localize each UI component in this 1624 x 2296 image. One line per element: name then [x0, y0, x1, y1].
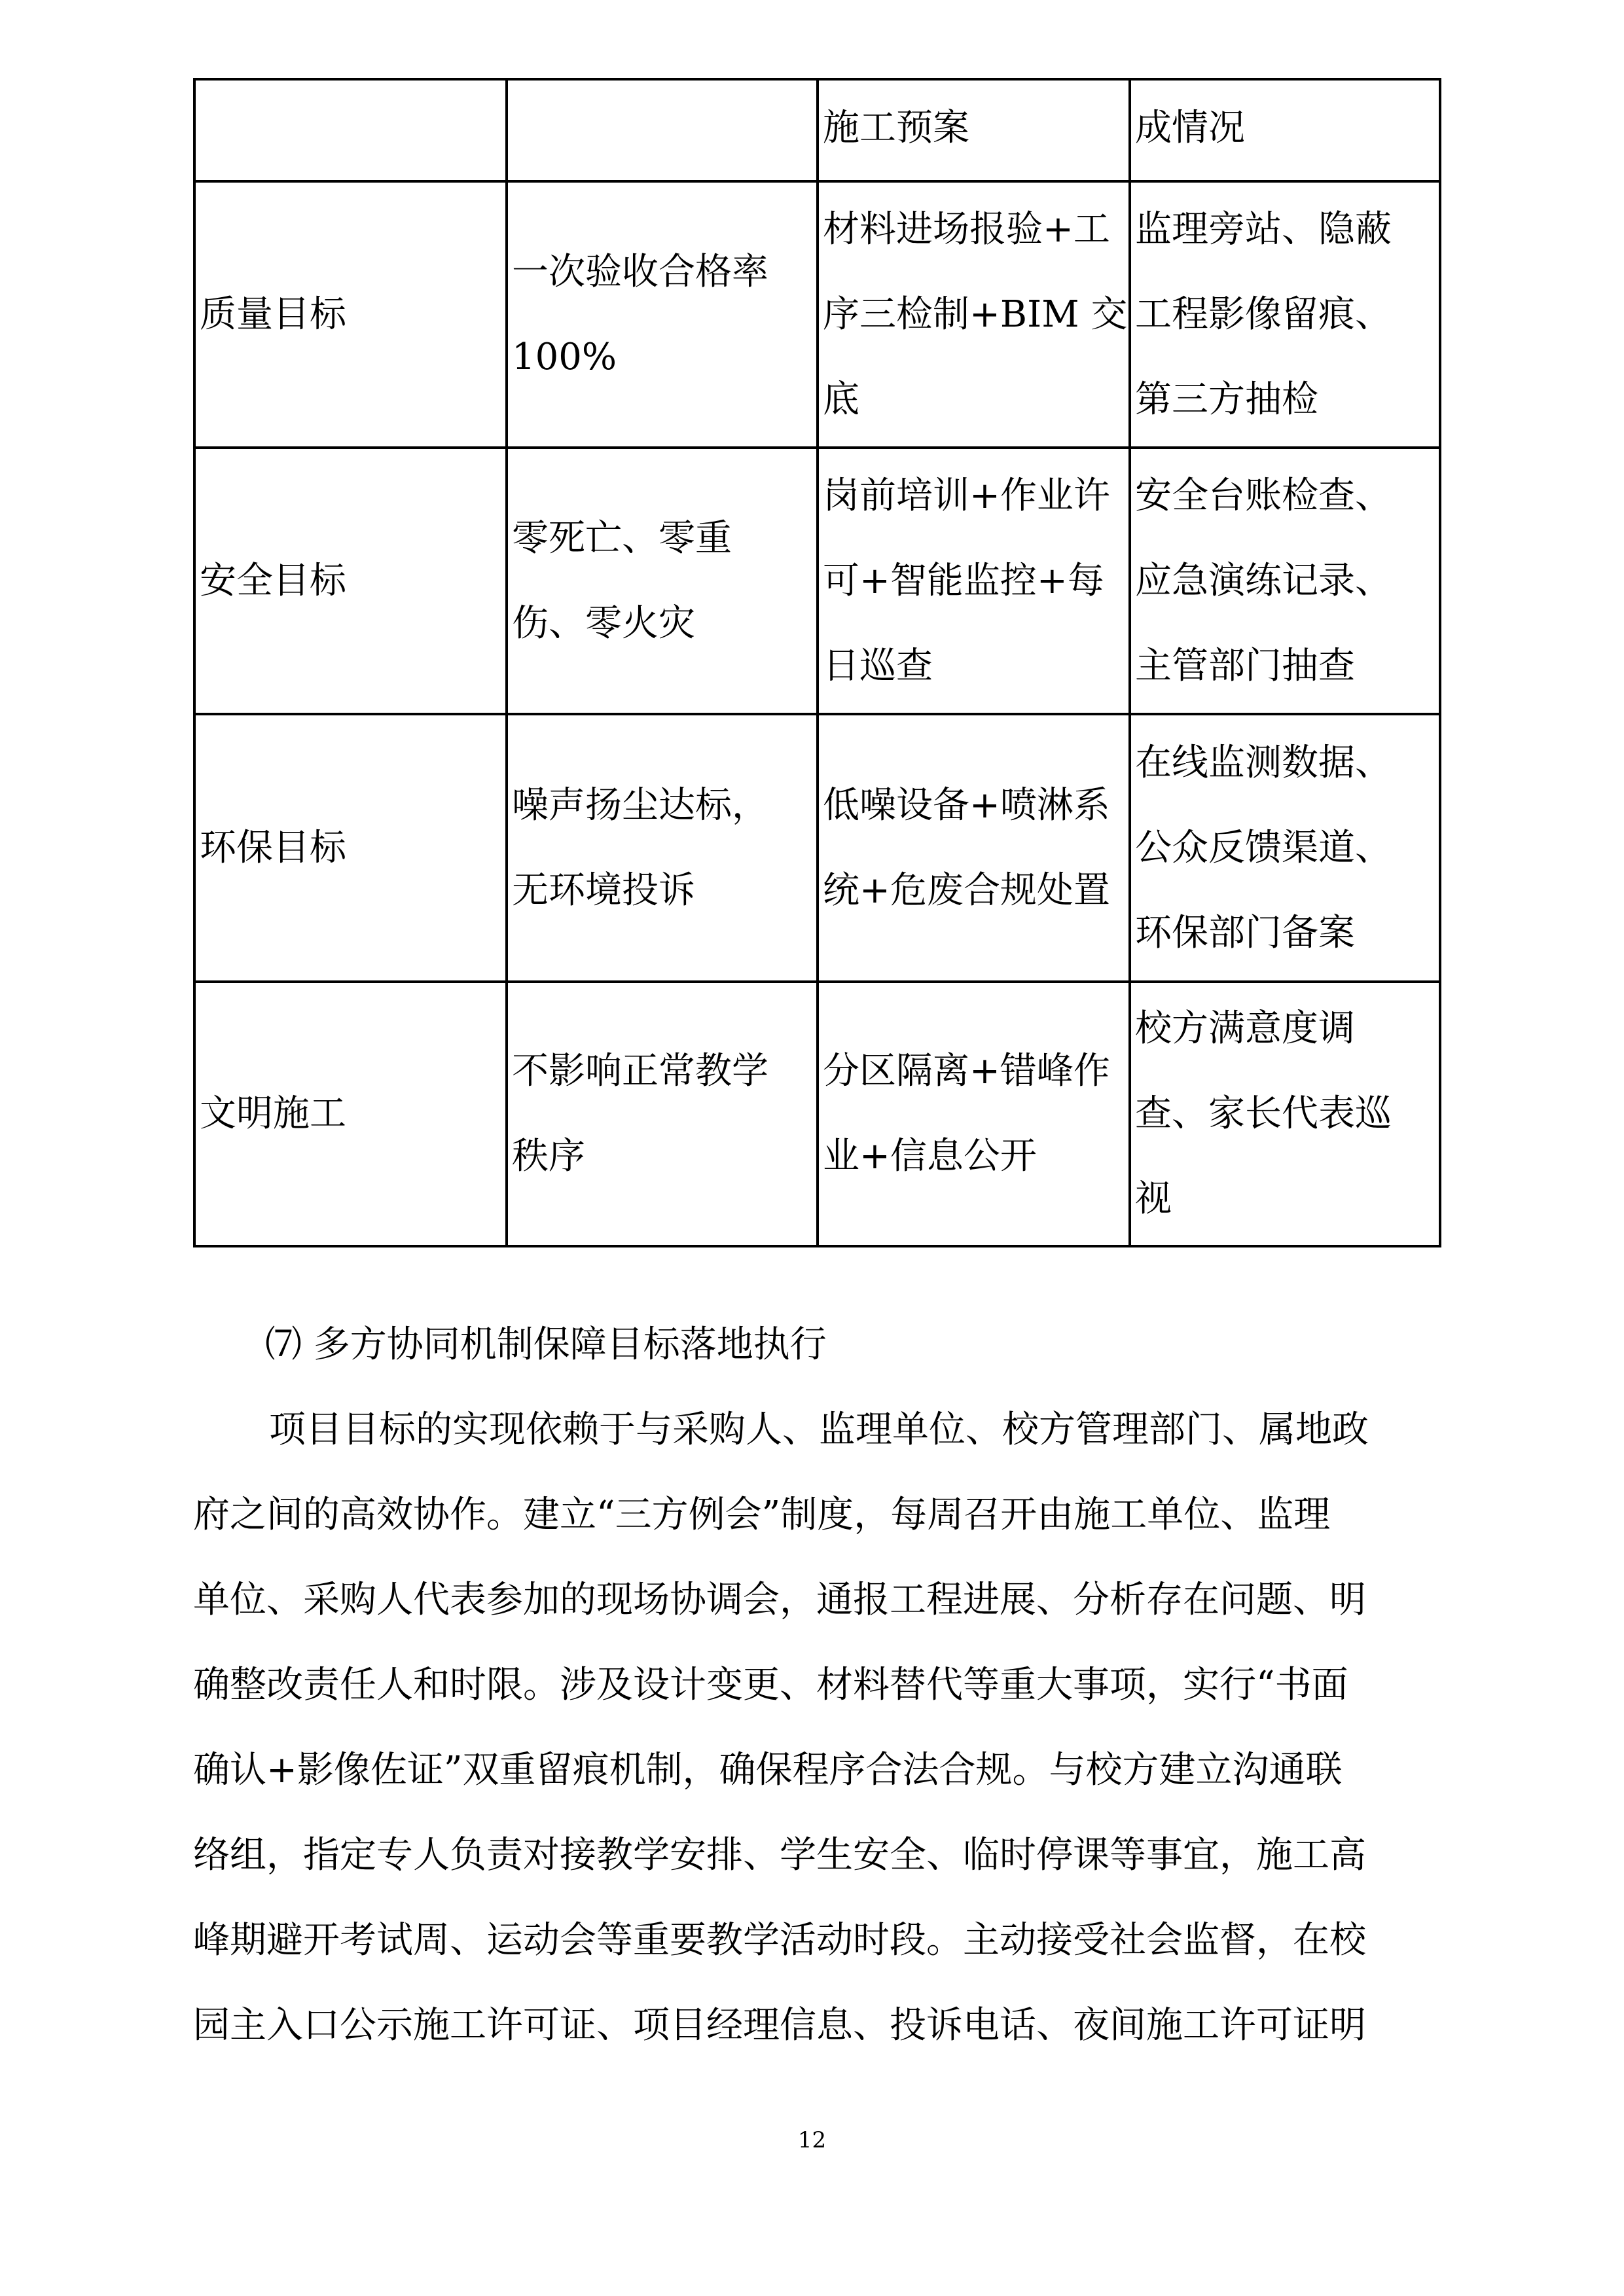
goal-cell: 文明施工: [194, 982, 507, 1246]
section-heading: ⑺ 多方协同机制保障目标落地执行: [265, 1323, 827, 1366]
target-cell: 一次验收合格率 100%: [507, 181, 818, 448]
plan-cell: 岗前培训+作业许 可+智能监控+每 日巡查: [818, 448, 1130, 714]
verify-cell: 在线监测数据、 公众反馈渠道、 环保部门备案: [1130, 714, 1440, 982]
goals-table: [193, 78, 1441, 1247]
header-cell: 成情况: [1130, 79, 1440, 181]
goal-cell: 质量目标: [194, 181, 507, 448]
target-cell: 零死亡、零重 伤、零火灾: [507, 448, 818, 714]
goal-cell: 安全目标: [194, 448, 507, 714]
header-cell: [507, 79, 818, 181]
section-paragraph: 项目目标的实现依赖于与采购人、监理单位、校方管理部门、属地政 府之间的高效协作。建立“三方例会”制度，每周召开由施工单位、监理 单位、采购人代表参加的现场协调会，通报工程进展、分析存在问题、明 确整改责任人和时限。涉及设计变更、材料替代等重大事项，实行“书面 确认+影像佐证”双重留痕机制，确保程序合法合规。与校方建立沟通联 络组，指定专人负责对接教学安排、学生安全、临时停课等事宜，施工高 峰期避开考试周、运动会等重要教学活动时段。主动接受社会监督，在校 园主入口公示施工许可证、项目经理信息、投诉电话、夜间施工许可证明: [193, 1408, 1369, 2047]
header-cell: [194, 79, 507, 181]
table-row: [194, 448, 1440, 714]
target-cell: 不影响正常教学 秩序: [507, 982, 818, 1246]
verify-cell: 安全台账检查、 应急演练记录、 主管部门抽查: [1130, 448, 1440, 714]
verify-cell: 监理旁站、隐蔽 工程影像留痕、 第三方抽检: [1130, 181, 1440, 448]
plan-cell: 低噪设备+喷淋系 统+危废合规处置: [818, 714, 1130, 982]
target-cell: 噪声扬尘达标， 无环境投诉: [507, 714, 818, 982]
goal-cell: 环保目标: [194, 714, 507, 982]
plan-cell: 分区隔离+错峰作 业+信息公开: [818, 982, 1130, 1246]
table-row: [194, 181, 1440, 448]
verify-cell: 校方满意度调 查、家长代表巡 视: [1130, 982, 1440, 1246]
table-row-header: [194, 79, 1440, 181]
table-row: [194, 714, 1440, 982]
header-cell: 施工预案: [818, 79, 1130, 181]
table-row: [194, 982, 1440, 1246]
page-number: 12: [797, 2127, 827, 2153]
plan-cell: 材料进场报验+工 序三检制+BIM 交 底: [818, 181, 1130, 448]
